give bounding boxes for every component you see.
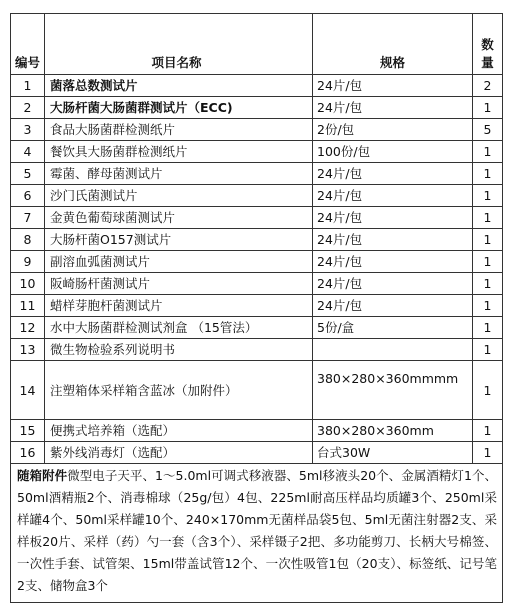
table-row	[11, 163, 503, 185]
row-item-name: 食品大肠菌群检测纸片	[45, 119, 313, 141]
row-item-name: 大肠杆菌O157测试片	[45, 229, 313, 251]
table-row	[11, 361, 503, 420]
row-spec: 100份/包	[313, 141, 473, 163]
table-row	[11, 141, 503, 163]
row-spec: 24片/包	[313, 273, 473, 295]
table-row	[11, 97, 503, 119]
row-number: 16	[11, 442, 45, 464]
row-item-name: 水中大肠菌群检测试剂盒 （15管法）	[45, 317, 313, 339]
row-quantity: 1	[473, 229, 503, 251]
row-quantity: 1	[473, 141, 503, 163]
row-item-name: 蜡样芽胞杆菌测试片	[45, 295, 313, 317]
table-row	[11, 273, 503, 295]
accessories-text: 微型电子天平、1～5.0ml可调式移液器、5ml移液头20个、金属酒精灯1个、50ml酒精瓶2个、消毒棉球（25g/包）4包、225ml耐高压样品均质罐3个、250ml采样罐4个、50ml采样罐10个、240×170mm无菌样品袋5包、5ml无菌注射器2支、采样板20片、采样（药）勺一套（含3个）、采样镊子2把、多功能剪刀、长柄大号棉签、一次性手套、试管架、15ml带盖试管12个、一次性吸管1包（20支）、标签纸、记号笔2支、储物盒3个	[17, 468, 497, 593]
table-row	[11, 229, 503, 251]
row-quantity: 1	[473, 295, 503, 317]
row-item-name: 菌落总数测试片	[45, 75, 313, 97]
row-number: 15	[11, 420, 45, 442]
header-number: 编号	[11, 14, 45, 75]
row-quantity: 1	[473, 442, 503, 464]
table-row	[11, 119, 503, 141]
row-quantity: 1	[473, 185, 503, 207]
row-quantity: 2	[473, 75, 503, 97]
row-quantity: 1	[473, 273, 503, 295]
row-quantity: 1	[473, 207, 503, 229]
row-spec	[313, 339, 473, 361]
row-spec: 24片/包	[313, 295, 473, 317]
accessories-row	[11, 464, 503, 603]
row-number: 5	[11, 163, 45, 185]
row-spec: 24片/包	[313, 207, 473, 229]
row-number: 1	[11, 75, 45, 97]
row-item-name: 注塑箱体采样箱含蓝冰（加附件）	[45, 361, 313, 420]
row-spec: 2份/包	[313, 119, 473, 141]
row-spec: 24片/包	[313, 229, 473, 251]
row-quantity: 1	[473, 163, 503, 185]
row-quantity: 5	[473, 119, 503, 141]
header-spec: 规格	[313, 14, 473, 75]
table-row	[11, 251, 503, 273]
row-number: 7	[11, 207, 45, 229]
row-number: 11	[11, 295, 45, 317]
table-header-row	[11, 14, 503, 75]
row-item-name: 金黄色葡萄球菌测试片	[45, 207, 313, 229]
row-spec: 24片/包	[313, 185, 473, 207]
row-quantity: 1	[473, 97, 503, 119]
row-number: 14	[11, 361, 45, 420]
row-spec: 380×280×360mm	[313, 420, 473, 442]
row-quantity: 1	[473, 251, 503, 273]
row-quantity: 1	[473, 339, 503, 361]
header-item-name: 项目名称	[45, 14, 313, 75]
row-spec: 380×280×360mmmm	[313, 361, 473, 420]
row-item-name: 霉菌、酵母菌测试片	[45, 163, 313, 185]
accessories-cell	[11, 464, 503, 603]
table-row	[11, 185, 503, 207]
row-quantity: 1	[473, 361, 503, 420]
row-number: 12	[11, 317, 45, 339]
row-item-name: 微生物检验系列说明书	[45, 339, 313, 361]
row-quantity: 1	[473, 420, 503, 442]
table-row	[11, 207, 503, 229]
row-number: 4	[11, 141, 45, 163]
row-number: 6	[11, 185, 45, 207]
row-item-name: 沙门氏菌测试片	[45, 185, 313, 207]
table-row	[11, 295, 503, 317]
row-item-name: 副溶血弧菌测试片	[45, 251, 313, 273]
row-spec: 24片/包	[313, 75, 473, 97]
row-number: 3	[11, 119, 45, 141]
row-item-name: 阪崎肠杆菌测试片	[45, 273, 313, 295]
row-number: 2	[11, 97, 45, 119]
row-quantity: 1	[473, 317, 503, 339]
row-number: 8	[11, 229, 45, 251]
row-spec: 24片/包	[313, 251, 473, 273]
row-number: 13	[11, 339, 45, 361]
table-row	[11, 75, 503, 97]
product-table-container	[10, 13, 503, 603]
table-row	[11, 317, 503, 339]
table-body	[11, 14, 503, 603]
product-list-table	[10, 13, 503, 603]
accessories-label: 随箱附件	[17, 468, 68, 483]
table-row	[11, 420, 503, 442]
row-spec: 5份/盒	[313, 317, 473, 339]
row-number: 10	[11, 273, 45, 295]
row-number: 9	[11, 251, 45, 273]
table-row	[11, 339, 503, 361]
row-spec: 24片/包	[313, 163, 473, 185]
row-spec: 24片/包	[313, 97, 473, 119]
row-item-name: 大肠杆菌大肠菌群测试片（ECC)	[45, 97, 313, 119]
row-item-name: 紫外线消毒灯（选配）	[45, 442, 313, 464]
header-quantity: 数量	[473, 14, 503, 75]
row-item-name: 餐饮具大肠菌群检测纸片	[45, 141, 313, 163]
row-spec: 台式30W	[313, 442, 473, 464]
row-item-name: 便携式培养箱（选配）	[45, 420, 313, 442]
table-row	[11, 442, 503, 464]
